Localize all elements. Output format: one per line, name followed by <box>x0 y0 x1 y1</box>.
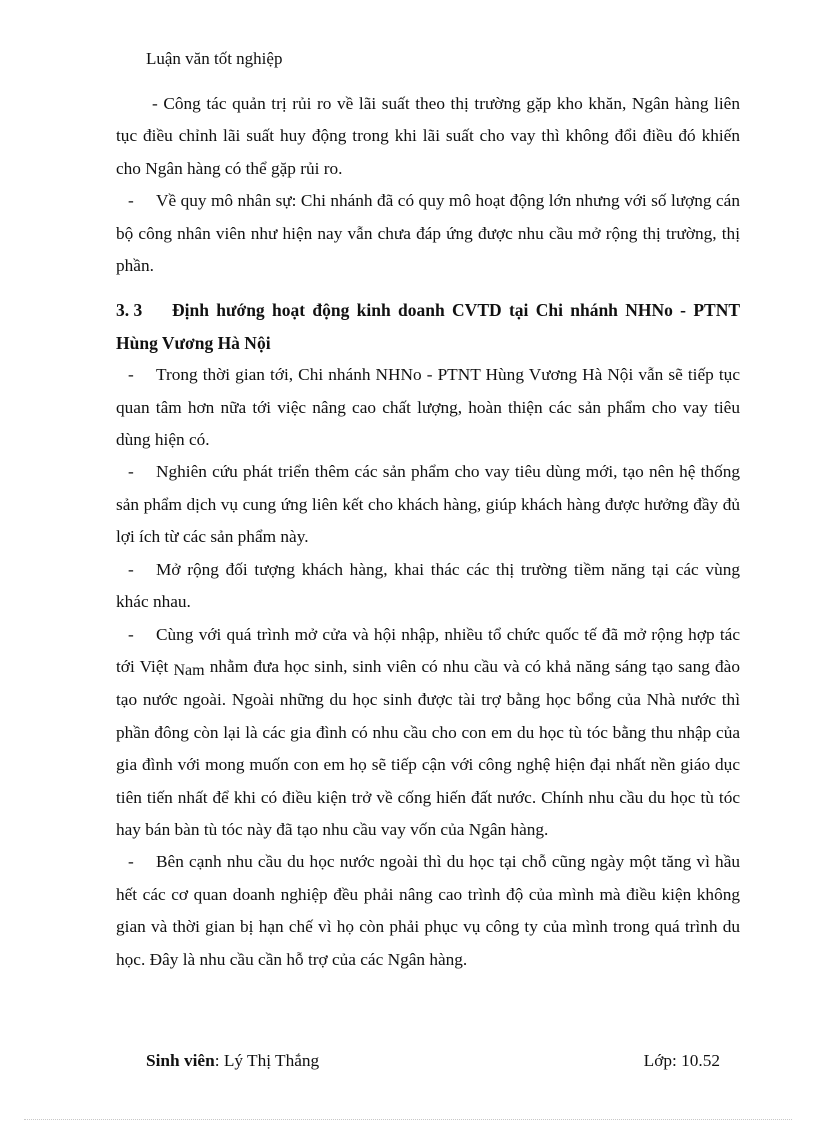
page-header <box>146 49 282 69</box>
section-number: 3. 3 <box>116 300 143 321</box>
paragraph-text-a: Cùng với quá trình mở cửa và hội nhập, nhiều tổ chức quốc tế đã mở rộng hợp tác tới Việt <box>116 624 740 676</box>
section-title: Định hướng hoạt động kinh doanh CVTD tại Chi nhánh NHNo - PTNT Hùng Vương Hà Nội <box>116 300 740 353</box>
paragraph-orientation-4 <box>116 619 740 847</box>
header-title: Luận văn tốt nghiệp <box>146 49 283 68</box>
footer-class: Lớp: 10.52 <box>643 1051 720 1070</box>
paragraph-staff-scale <box>116 185 740 282</box>
student-name: Lý Thị Thắng <box>223 1051 320 1070</box>
bullet-dash: - <box>128 624 134 644</box>
paragraph-text-nam: Nam <box>173 661 205 679</box>
bullet-dash: - <box>128 462 134 482</box>
paragraph-text: Về quy mô nhân sự: Chi nhánh đã có quy mô hoạt động lớn nhưng với số lượng cán bộ công nhân viên như hiện nay vẫn chưa đáp ứng được nhu cầu mở rộng thị trường, thị phần. <box>116 191 740 276</box>
bullet-dash: - <box>128 559 134 579</box>
page-footer <box>146 1051 720 1071</box>
footer-student <box>146 1051 319 1071</box>
bullet-dash: - <box>128 365 134 385</box>
bullet-dash: - <box>128 852 134 872</box>
paragraph-text: Mở rộng đối tượng khách hàng, khai thác các thị trường tiềm năng tại các vùng khác nhau. <box>116 559 740 612</box>
section-heading <box>116 294 740 359</box>
paragraph-orientation-5 <box>116 846 740 976</box>
paragraph-orientation-1 <box>116 359 740 456</box>
page-bottom-divider <box>24 1119 792 1120</box>
bullet-dash: - <box>128 191 134 211</box>
paragraph-text: Nghiên cứu phát triển thêm các sản phẩm cho vay tiêu dùng mới, tạo nên hệ thống sản phẩm dịch vụ cung ứng liên kết cho khách hàng, giúp khách hàng được hưởng đầy đủ lợi ích từ các sản phẩm này. <box>116 462 740 547</box>
paragraph-text: Bên cạnh nhu cầu du học nước ngoài thì du học tại chỗ cũng ngày một tăng vì hầu hết các cơ quan doanh nghiệp đều phải nâng cao trình độ của mình mà điều kiện không gian và thời gian bị hạn chế vì họ còn phải phục vụ công ty của mình trong quá trình du học. Đây là nhu cầu cần hỗ trợ của các Ngân hàng. <box>116 852 740 969</box>
paragraph-risk-management: - Công tác quản trị rủi ro về lãi suất theo thị trường gặp kho khăn, Ngân hàng liên tục điều chỉnh lãi suất huy động trong khi lãi suất cho vay thì không đổi điều đó khiến cho Ngân hàng có thể gặp rủi ro. <box>116 94 740 178</box>
paragraph-text-b: nhằm đưa học sinh, sinh viên có nhu cầu và có khả năng sáng tạo sang đào tạo nước ngoài. Ngoài những du học sinh được tài trợ bằng học bổng của Nhà nước thì phần đông còn lại là các gia đình có nhu cầu cho con em du học tù tóc bằng thu nhập của gia đình với mong muốn con em họ sẽ tiếp cận với công nghệ hiện đại nhất nền giáo dục tiên tiến nhất để khi có điều kiện trở về cống hiến đất nước. Chính nhu cầu du học tù tóc hay bán bàn tù tóc này đã tạo nhu cầu vay vốn của Ngân hàng. <box>116 656 740 839</box>
student-separator: : <box>214 1051 224 1070</box>
paragraph-orientation-3 <box>116 554 740 619</box>
paragraph-text: Trong thời gian tới, Chi nhánh NHNo - PTNT Hùng Vương Hà Nội vẫn sẽ tiếp tục quan tâm hơn nữa tới việc nâng cao chất lượng, hoàn thiện các sản phẩm cho vay tiêu dùng hiện có. <box>116 365 740 450</box>
student-label: Sinh viên <box>146 1051 215 1070</box>
paragraph-orientation-2 <box>116 456 740 553</box>
document-body <box>116 88 740 976</box>
